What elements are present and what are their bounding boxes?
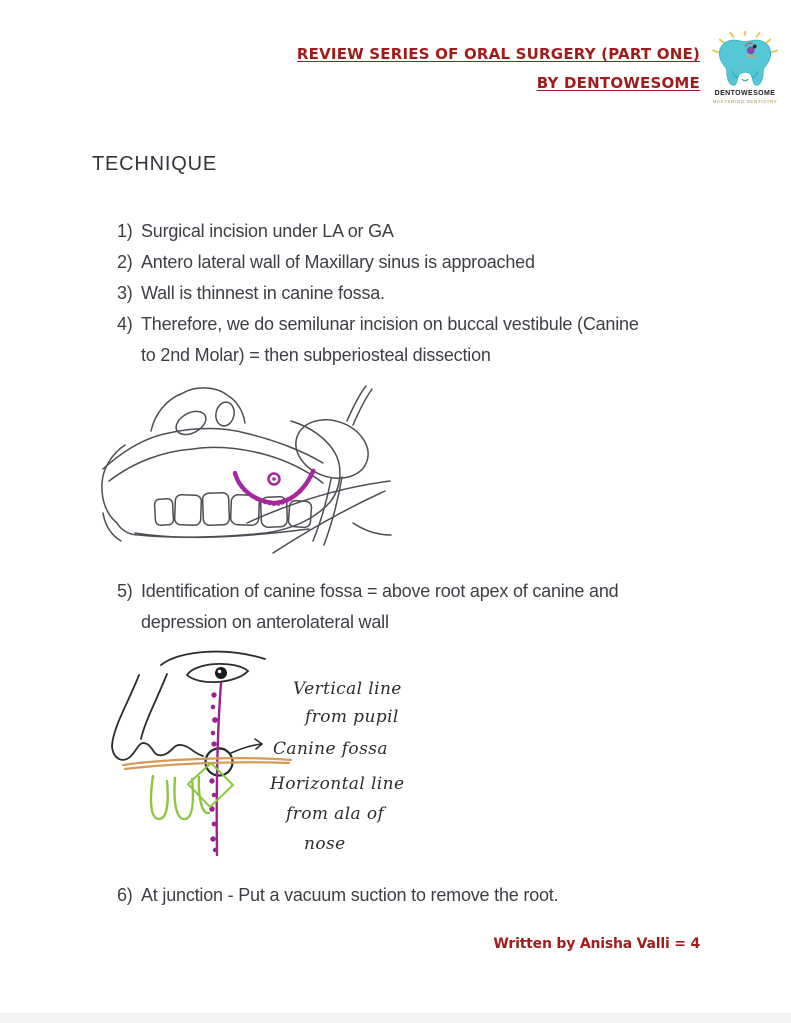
list-item-number: 2) [117, 252, 133, 272]
step-list-block-3 [117, 880, 558, 911]
label-text: Vertical line [293, 679, 402, 699]
list-item-text: Antero lateral wall of Maxillary sinus is approached [141, 252, 535, 272]
label-text: nose [304, 834, 346, 854]
logo-tagline-text: MASTERING DENTISTRY [712, 99, 778, 104]
label-text: from pupil [305, 707, 399, 727]
list-item [117, 880, 558, 911]
label-horizontal-line [270, 769, 404, 859]
list-item-text: Wall is thinnest in canine fossa. [141, 283, 385, 303]
step-list-block-1 [117, 216, 639, 371]
section-title: TECHNIQUE [92, 153, 217, 175]
list-item-text: At junction - Put a vacuum suction to remove the root. [141, 885, 559, 905]
page-bottom-edge [0, 1013, 791, 1023]
step-list-block-2 [117, 576, 618, 638]
figure-landmark-sketch [95, 643, 405, 875]
figure-maxilla-sketch [95, 383, 395, 558]
list-item-number: 5) [117, 581, 133, 601]
document-subtitle: BY DENTOWESOME [536, 74, 700, 92]
list-item-text: depression on anterolateral wall [141, 612, 389, 632]
list-item-number: 1) [117, 221, 133, 241]
label-text: Horizontal line [270, 774, 405, 794]
list-item [117, 576, 618, 638]
footer-credit: Written by Anisha Valli = 4 [493, 936, 700, 952]
maxilla-lateral-sketch [95, 383, 395, 558]
list-item-number: 4) [117, 314, 133, 334]
list-item [117, 278, 639, 309]
list-item-text: Surgical incision under LA or GA [141, 221, 394, 241]
list-item-text: to 2nd Molar) = then subperiosteal dissection [141, 345, 491, 365]
label-text: Canine fossa [273, 739, 388, 759]
tooth-icon [711, 31, 779, 89]
document-header [297, 46, 700, 104]
list-item-number: 6) [117, 885, 133, 905]
list-item [117, 247, 639, 278]
document-title: REVIEW SERIES OF ORAL SURGERY (PART ONE) [296, 45, 700, 63]
logo-brand-text: DENTOWESOME [714, 90, 776, 97]
list-item-text: Therefore, we do semilunar incision on buccal vestibule (Canine [141, 314, 639, 334]
list-item-text: Identification of canine fossa = above root apex of canine and [141, 581, 619, 601]
label-canine-fossa [273, 735, 388, 763]
list-item [117, 309, 639, 371]
label-text: from ala of [286, 804, 385, 824]
list-item [117, 216, 639, 247]
list-item-number: 3) [117, 283, 133, 303]
label-vertical-line [293, 675, 402, 731]
dentowesome-logo [710, 31, 780, 104]
